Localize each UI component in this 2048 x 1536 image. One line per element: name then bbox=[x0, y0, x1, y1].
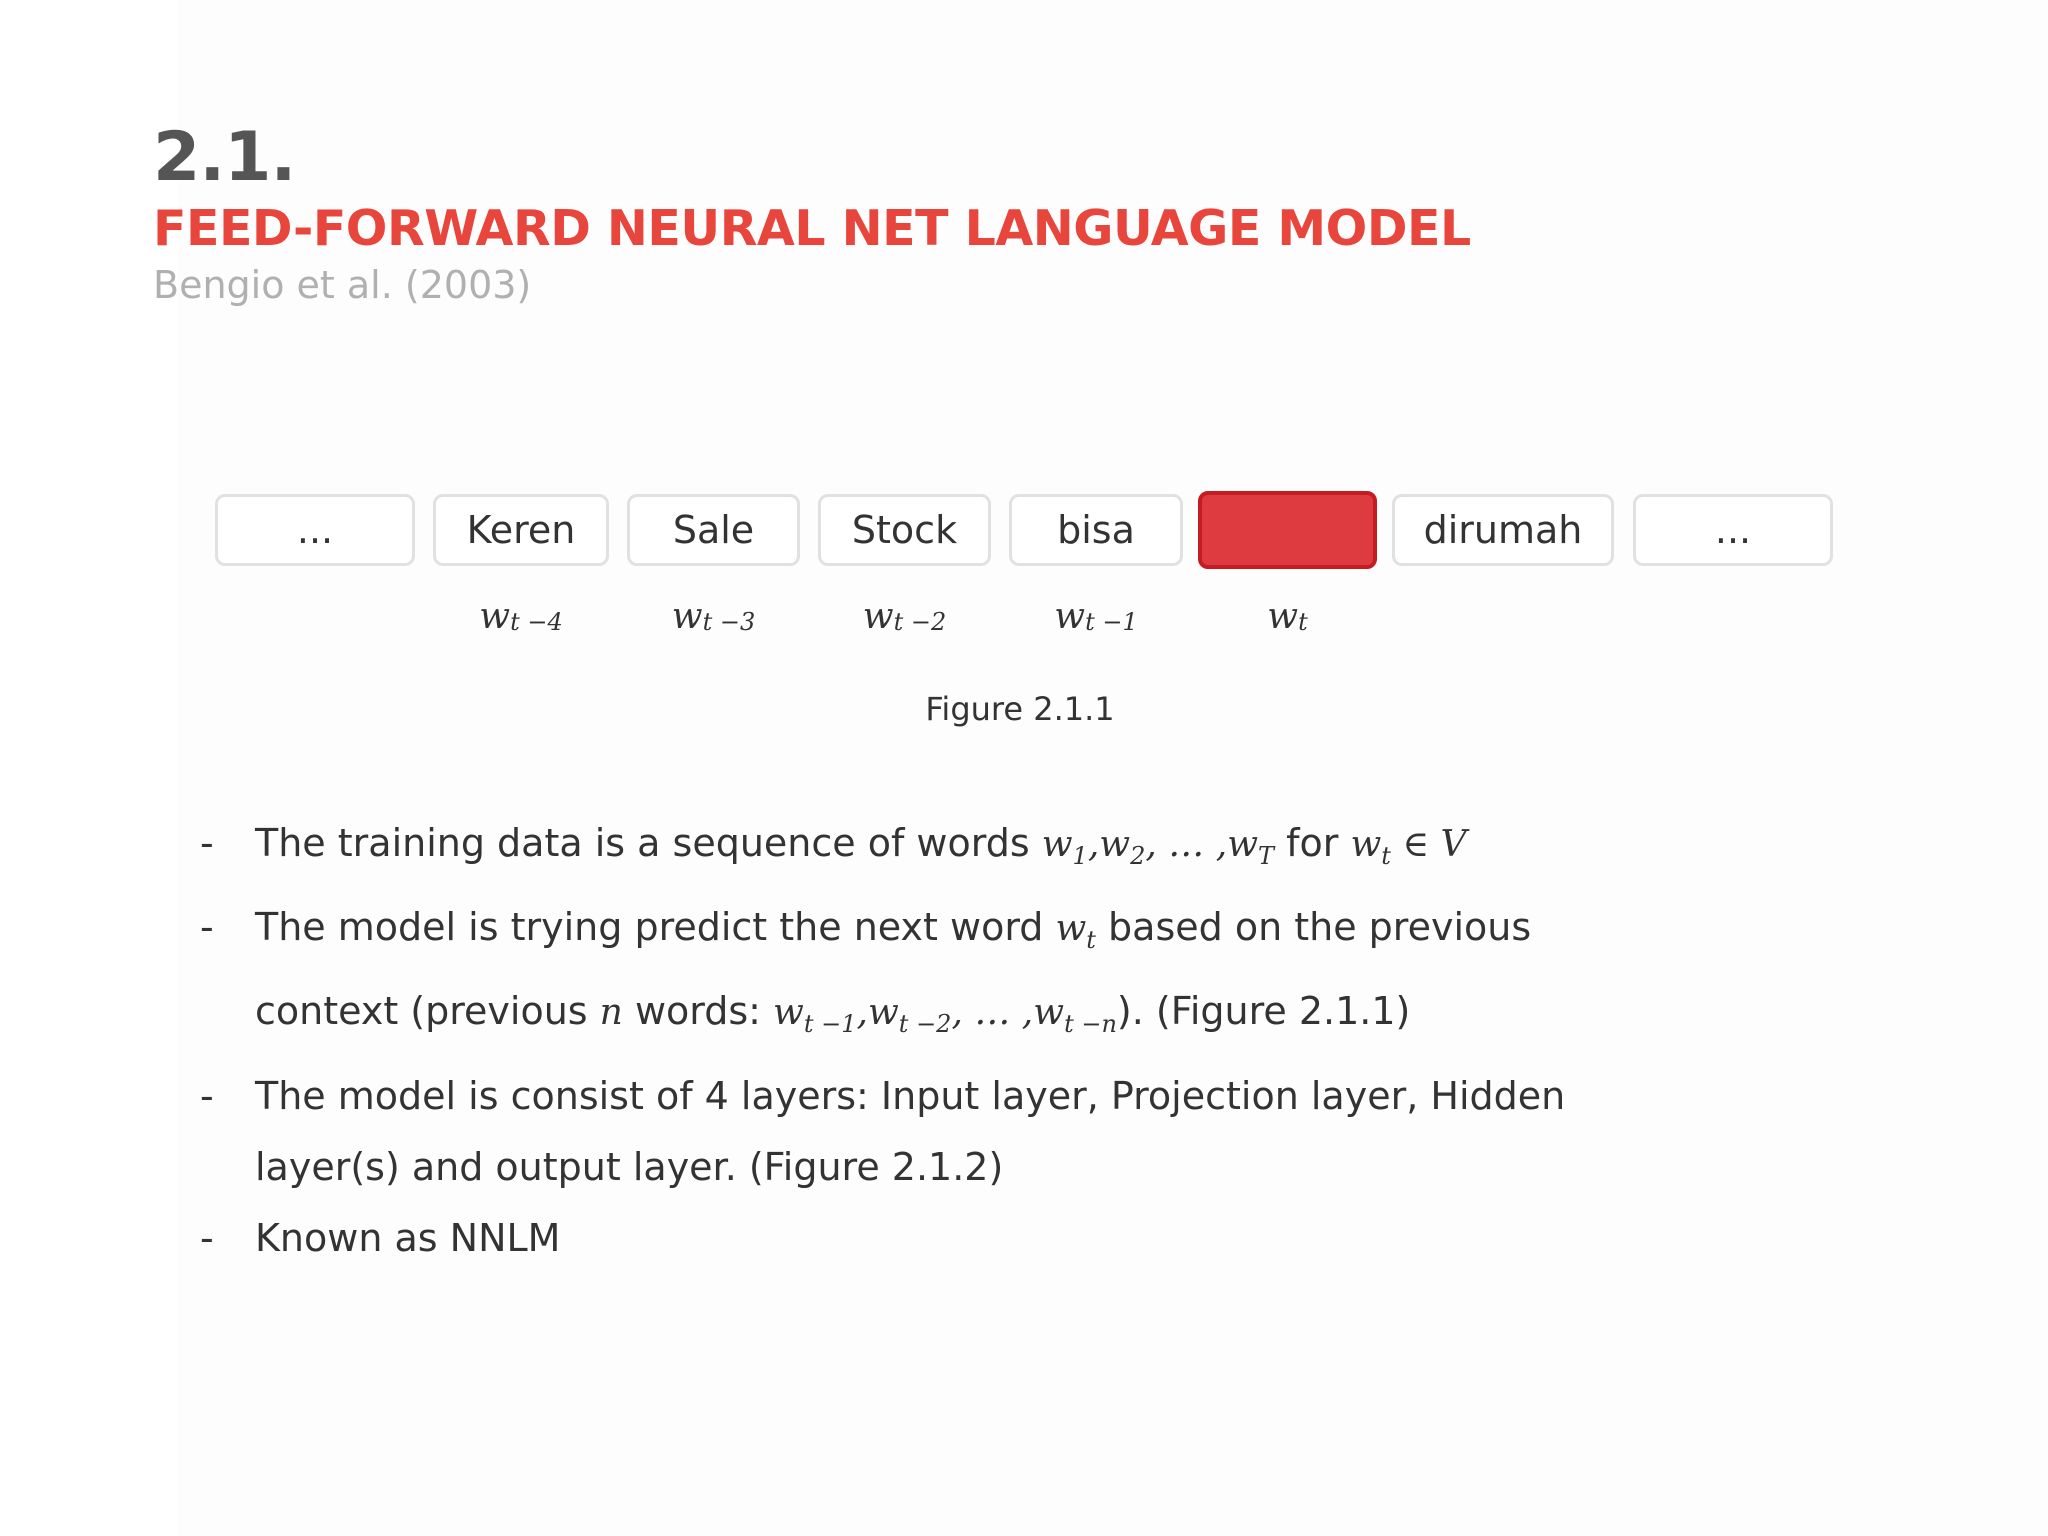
bullet-dash: - bbox=[200, 1073, 214, 1118]
figure-caption: Figure 2.1.1 bbox=[925, 690, 1115, 728]
word-label-t-minus-3: w $_{t -3}$ bbox=[671, 595, 756, 637]
math-n: n bbox=[599, 992, 623, 1034]
token-box-sale: Sale bbox=[627, 494, 800, 566]
math-sequence: $w_1,w_2$, … $,w_T$ bbox=[1041, 824, 1275, 871]
token-box-dirumah: dirumah bbox=[1392, 494, 1614, 566]
bullet-dash: - bbox=[200, 1215, 214, 1260]
bullet-item-layers: - The model is consist of 4 layers: Input layer, Projection layer, Hidden layer(s) and output layer. (Figure 2.1.2) bbox=[200, 1061, 1600, 1203]
citation: Bengio et al. (2003) bbox=[153, 263, 532, 307]
word-label-t-minus-1: w $_{t -1}$ bbox=[1054, 595, 1138, 637]
section-number: 2.1. bbox=[153, 118, 296, 197]
token-box-ellipsis-left: ... bbox=[215, 494, 415, 566]
word-label-t-minus-4: w $_{t -4}$ bbox=[479, 595, 563, 637]
section-title: FEED-FORWARD NEURAL NET LANGUAGE MODEL bbox=[153, 200, 1471, 257]
token-box-keren: Keren bbox=[433, 494, 609, 566]
bullet-item-training-data: - The training data is a sequence of words $w_1,w_2$, … $,w_T$ for $w_t$ ∈ V bbox=[200, 808, 1600, 892]
token-box-target bbox=[1198, 491, 1377, 569]
bullet-item-predict-next-word: - The model is trying predict the next word $w_t$ based on the previous context (previous n words: $w_{t -1},w_{t -2}$, … $,w_{t -n}$). (Figure 2.1.1) bbox=[200, 892, 1600, 1060]
token-box-stock: Stock bbox=[818, 494, 991, 566]
word-label-t-minus-2: w $_{t -2}$ bbox=[862, 595, 947, 637]
bullet-dash: - bbox=[200, 821, 214, 865]
math-context-words: $w_{t -1},w_{t -2}$, … $,w_{t -n}$ bbox=[773, 992, 1117, 1039]
token-box-ellipsis-right: ... bbox=[1633, 494, 1833, 566]
bullet-list bbox=[200, 808, 1600, 1274]
bullet-item-nnlm: - Known as NNLM bbox=[200, 1203, 1600, 1274]
bullet-dash: - bbox=[200, 905, 214, 950]
token-box-bisa: bisa bbox=[1009, 494, 1183, 566]
math-membership: $w_t$ ∈ V bbox=[1350, 824, 1467, 871]
word-label-t: w $_t$ bbox=[1267, 595, 1308, 637]
math-target-word: $w_t$ bbox=[1055, 908, 1096, 955]
